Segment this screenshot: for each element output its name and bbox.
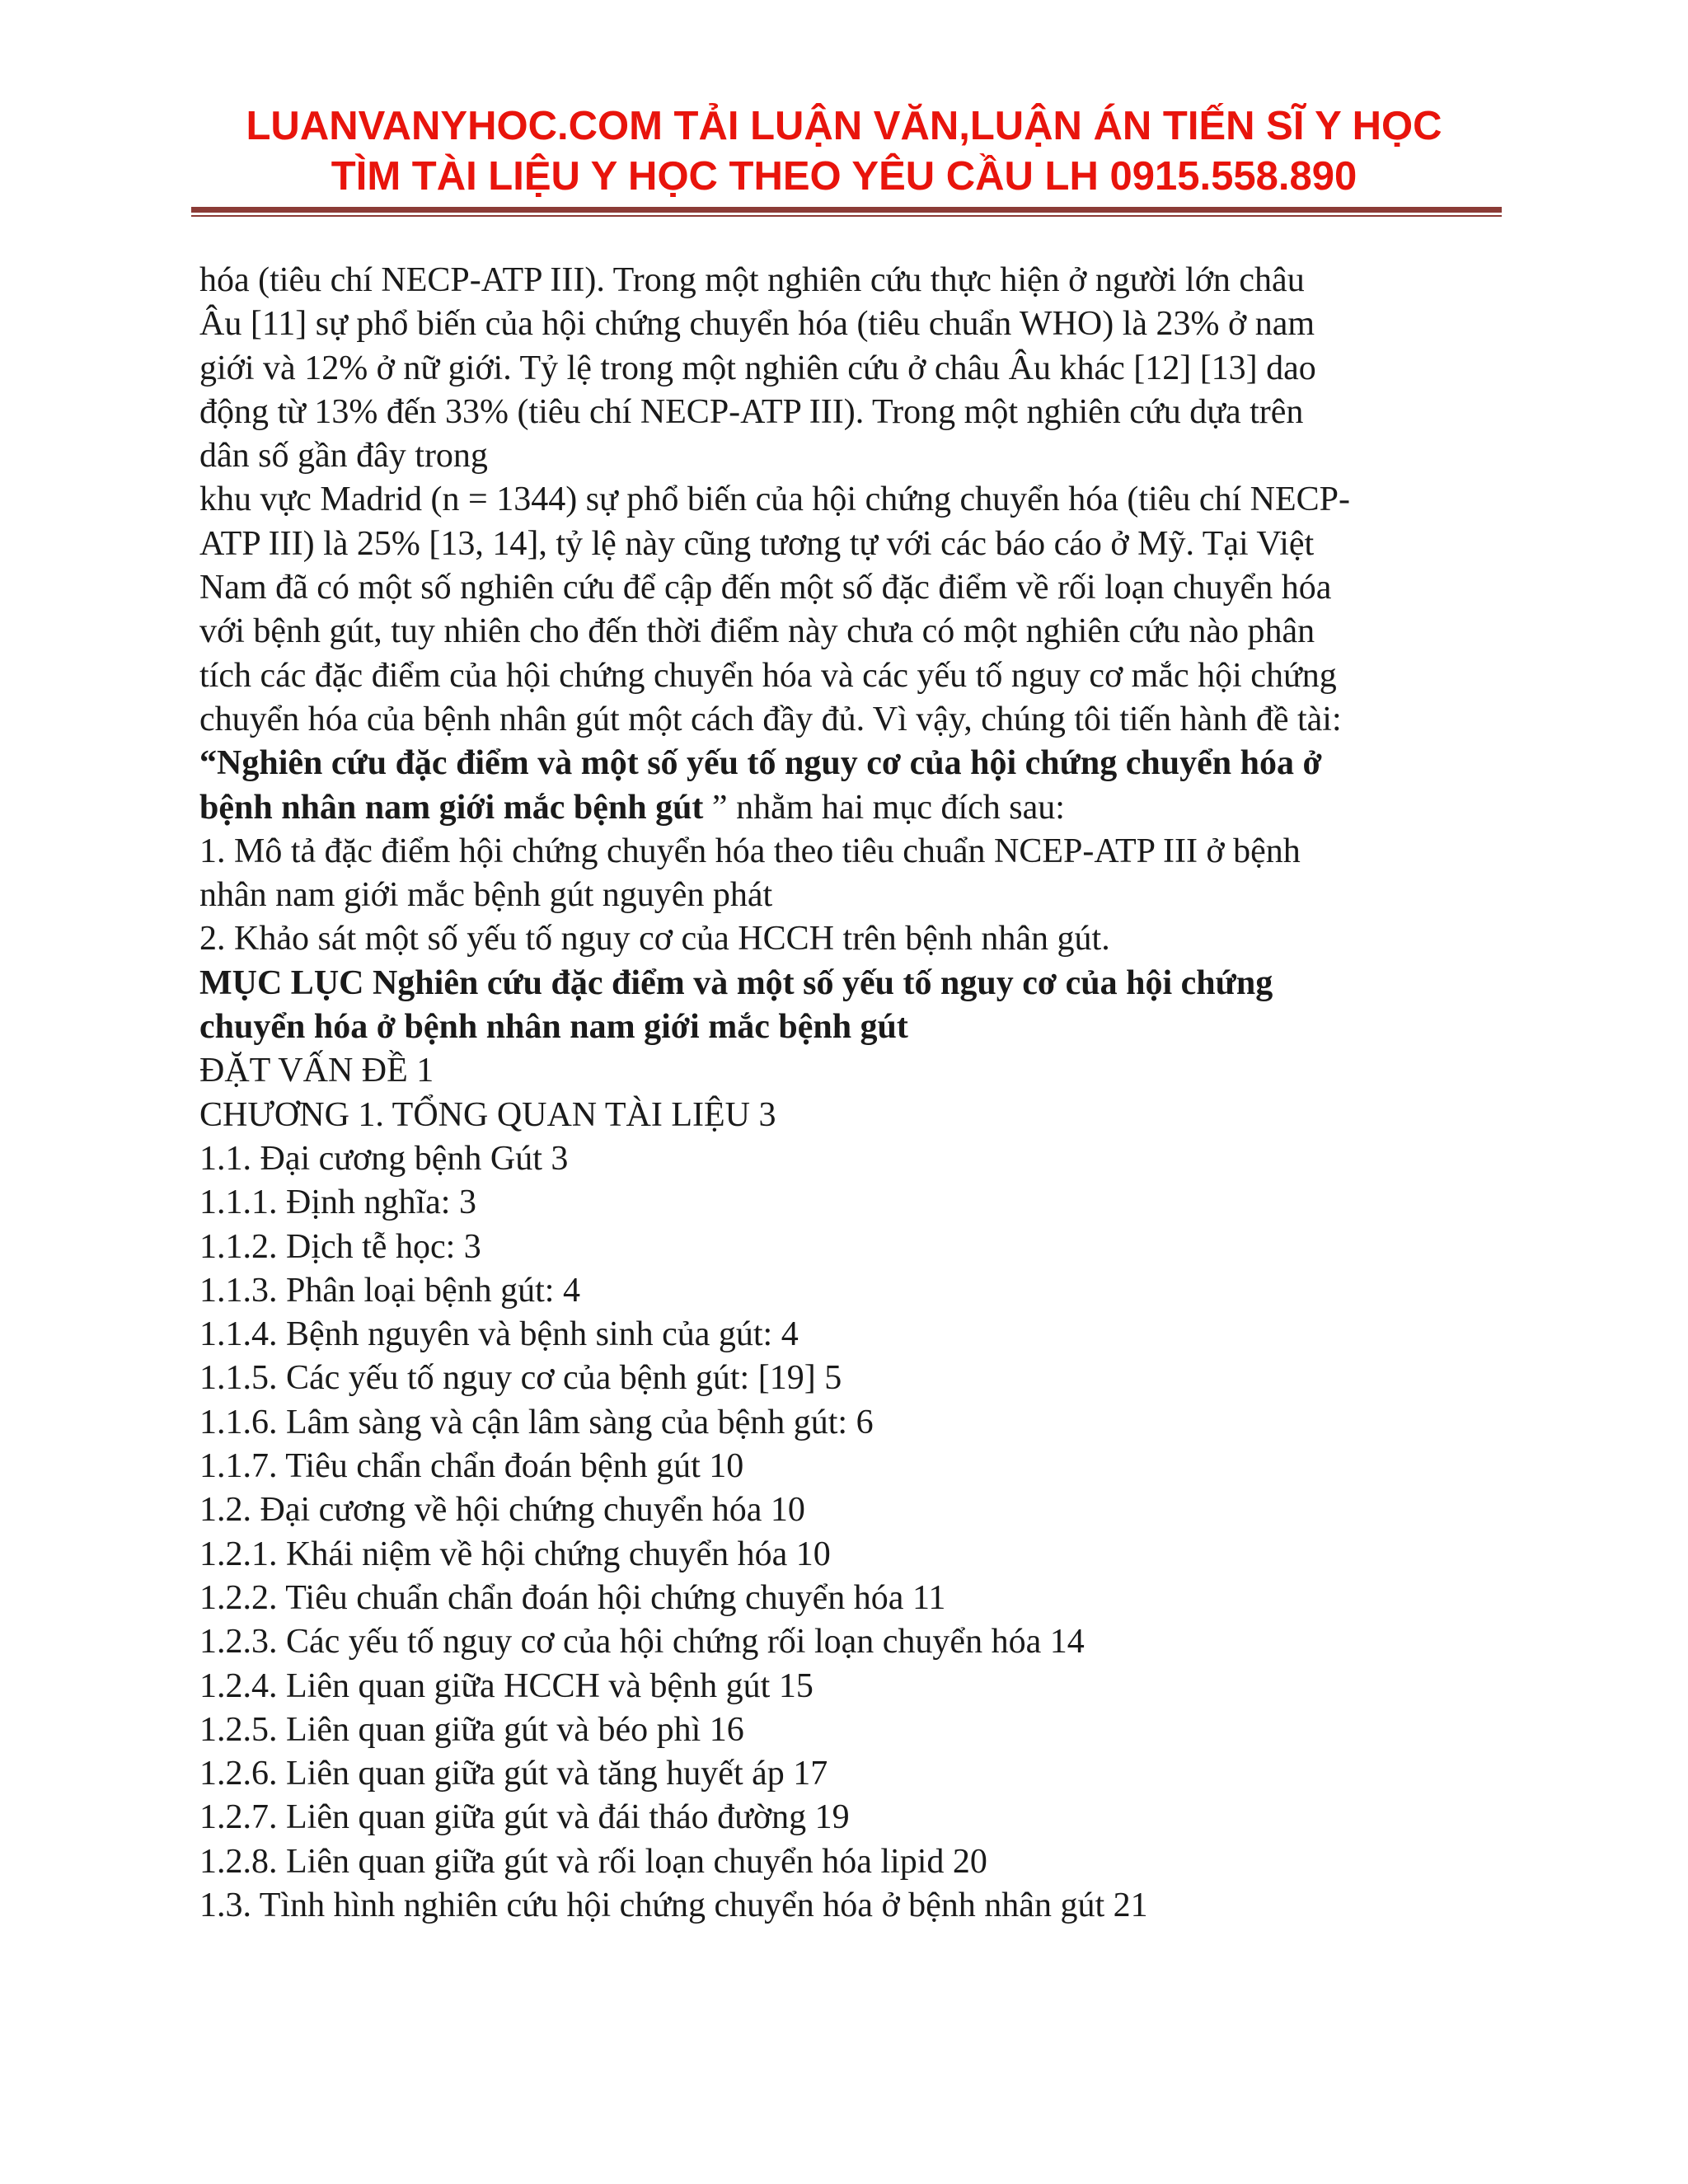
header-contact-line: TÌM TÀI LIỆU Y HỌC THEO YÊU CẦU LH 0915.558.890	[331, 154, 1357, 199]
toc-entry: 1.2.3. Các yếu tố nguy cơ của hội chứng rối loạn chuyển hóa 14	[199, 1623, 1085, 1661]
toc-entry: 1.1.1. Định nghĩa: 3	[199, 1183, 476, 1222]
text-line: tích các đặc điểm của hội chứng chuyển hóa và các yếu tố nguy cơ mắc hội chứng	[199, 656, 1337, 695]
text-line: động từ 13% đến 33% (tiêu chí NECP-ATP III). Trong một nghiên cứu dựa trên	[199, 392, 1304, 431]
study-title-bold: bệnh nhân nam giới mắc bệnh gút	[199, 788, 704, 827]
toc-entry: CHƯƠNG 1. TỔNG QUAN TÀI LIỆU 3	[199, 1095, 776, 1134]
aim-item: 2. Khảo sát một số yếu tố nguy cơ của HCCH trên bệnh nhân gút.	[199, 920, 1110, 958]
study-title-rest: ” nhằm hai mục đích sau:	[703, 788, 1065, 827]
header-rule-thin	[191, 215, 1502, 217]
document-body	[199, 259, 1502, 1928]
toc-entry: 1.2.8. Liên quan giữa gút và rối loạn chuyển hóa lipid 20	[199, 1842, 987, 1881]
toc-entry: 1.1.3. Phân loại bệnh gút: 4	[199, 1271, 580, 1310]
text-line: Âu [11] sự phổ biến của hội chứng chuyển hóa (tiêu chuẩn WHO) là 23% ở nam	[199, 305, 1315, 344]
toc-entry: 1.1. Đại cương bệnh Gút 3	[199, 1139, 569, 1178]
toc-entry: 1.1.2. Dịch tễ học: 3	[199, 1227, 481, 1266]
toc-entry: 1.2.4. Liên quan giữa HCCH và bệnh gút 15	[199, 1666, 814, 1705]
table-of-contents	[199, 1049, 1502, 1928]
aims-list	[199, 830, 1502, 962]
toc-entry: 1.2. Đại cương về hội chứng chuyển hóa 10	[199, 1491, 805, 1530]
toc-entry: ĐẶT VẤN ĐỀ 1	[199, 1052, 434, 1090]
toc-entry: 1.2.6. Liên quan giữa gút và tăng huyết áp 17	[199, 1755, 828, 1793]
intro-paragraph	[199, 259, 1502, 742]
header-rule-thick	[191, 207, 1502, 213]
toc-entry: 1.2.2. Tiêu chuẩn chẩn đoán hội chứng chuyển hóa 11	[199, 1578, 946, 1617]
text-line: ATP III) là 25% [13, 14], tỷ lệ này cũng tương tự với các báo cáo ở Mỹ. Tại Việt	[199, 524, 1315, 563]
study-title	[199, 742, 1502, 830]
aim-item: 1. Mô tả đặc điểm hội chứng chuyển hóa theo tiêu chuẩn NCEP-ATP III ở bệnh	[199, 832, 1301, 870]
text-line: giới và 12% ở nữ giới. Tỷ lệ trong một nghiên cứu ở châu Âu khác [12] [13] dao	[199, 349, 1316, 387]
toc-heading-line: chuyển hóa ở bệnh nhân nam giới mắc bệnh gút	[199, 1008, 908, 1047]
toc-entry: 1.1.5. Các yếu tố nguy cơ của bệnh gút: [19] 5	[199, 1359, 842, 1398]
aim-item: nhân nam giới mắc bệnh gút nguyên phát	[199, 876, 773, 915]
text-line: Nam đã có một số nghiên cứu để cập đến một số đặc điểm về rối loạn chuyển hóa	[199, 569, 1332, 607]
toc-entry: 1.2.1. Khái niệm về hội chứng chuyển hóa 10	[199, 1535, 831, 1573]
study-title-line	[199, 786, 1502, 830]
toc-heading-line: MỤC LỤC Nghiên cứu đặc điểm và một số yếu tố nguy cơ của hội chứng	[199, 963, 1273, 1002]
toc-entry: 1.3. Tình hình nghiên cứu hội chứng chuyển hóa ở bệnh nhân gút 21	[199, 1886, 1148, 1924]
text-line: khu vực Madrid (n = 1344) sự phổ biến của hội chứng chuyển hóa (tiêu chí NECP-	[199, 480, 1351, 519]
toc-heading	[199, 962, 1502, 1050]
toc-entry: 1.1.7. Tiêu chẩn chẩn đoán bệnh gút 10	[199, 1447, 744, 1486]
study-title-line: “Nghiên cứu đặc điểm và một số yếu tố nguy cơ của hội chứng chuyển hóa ở	[199, 744, 1322, 783]
toc-entry: 1.1.6. Lâm sàng và cận lâm sàng của bệnh gút: 6	[199, 1403, 874, 1441]
toc-entry: 1.2.7. Liên quan giữa gút và đái tháo đường 19	[199, 1798, 850, 1837]
text-line: chuyển hóa của bệnh nhân gút một cách đầy đủ. Vì vậy, chúng tôi tiến hành đề tài:	[199, 700, 1342, 738]
text-line: dân số gần đây trong	[199, 437, 488, 476]
header-site-title: LUANVANYHOC.COM TẢI LUẬN VĂN,LUẬN ÁN TIẾN SĨ Y HỌC	[246, 104, 1442, 148]
toc-entry: 1.2.5. Liên quan giữa gút và béo phì 16	[199, 1710, 744, 1749]
text-line: hóa (tiêu chí NECP-ATP III). Trong một nghiên cứu thực hiện ở người lớn châu	[199, 261, 1305, 299]
text-line: với bệnh gút, tuy nhiên cho đến thời điểm này chưa có một nghiên cứu nào phân	[199, 612, 1315, 651]
toc-entry: 1.1.4. Bệnh nguyên và bệnh sinh của gút: 4	[199, 1315, 799, 1354]
